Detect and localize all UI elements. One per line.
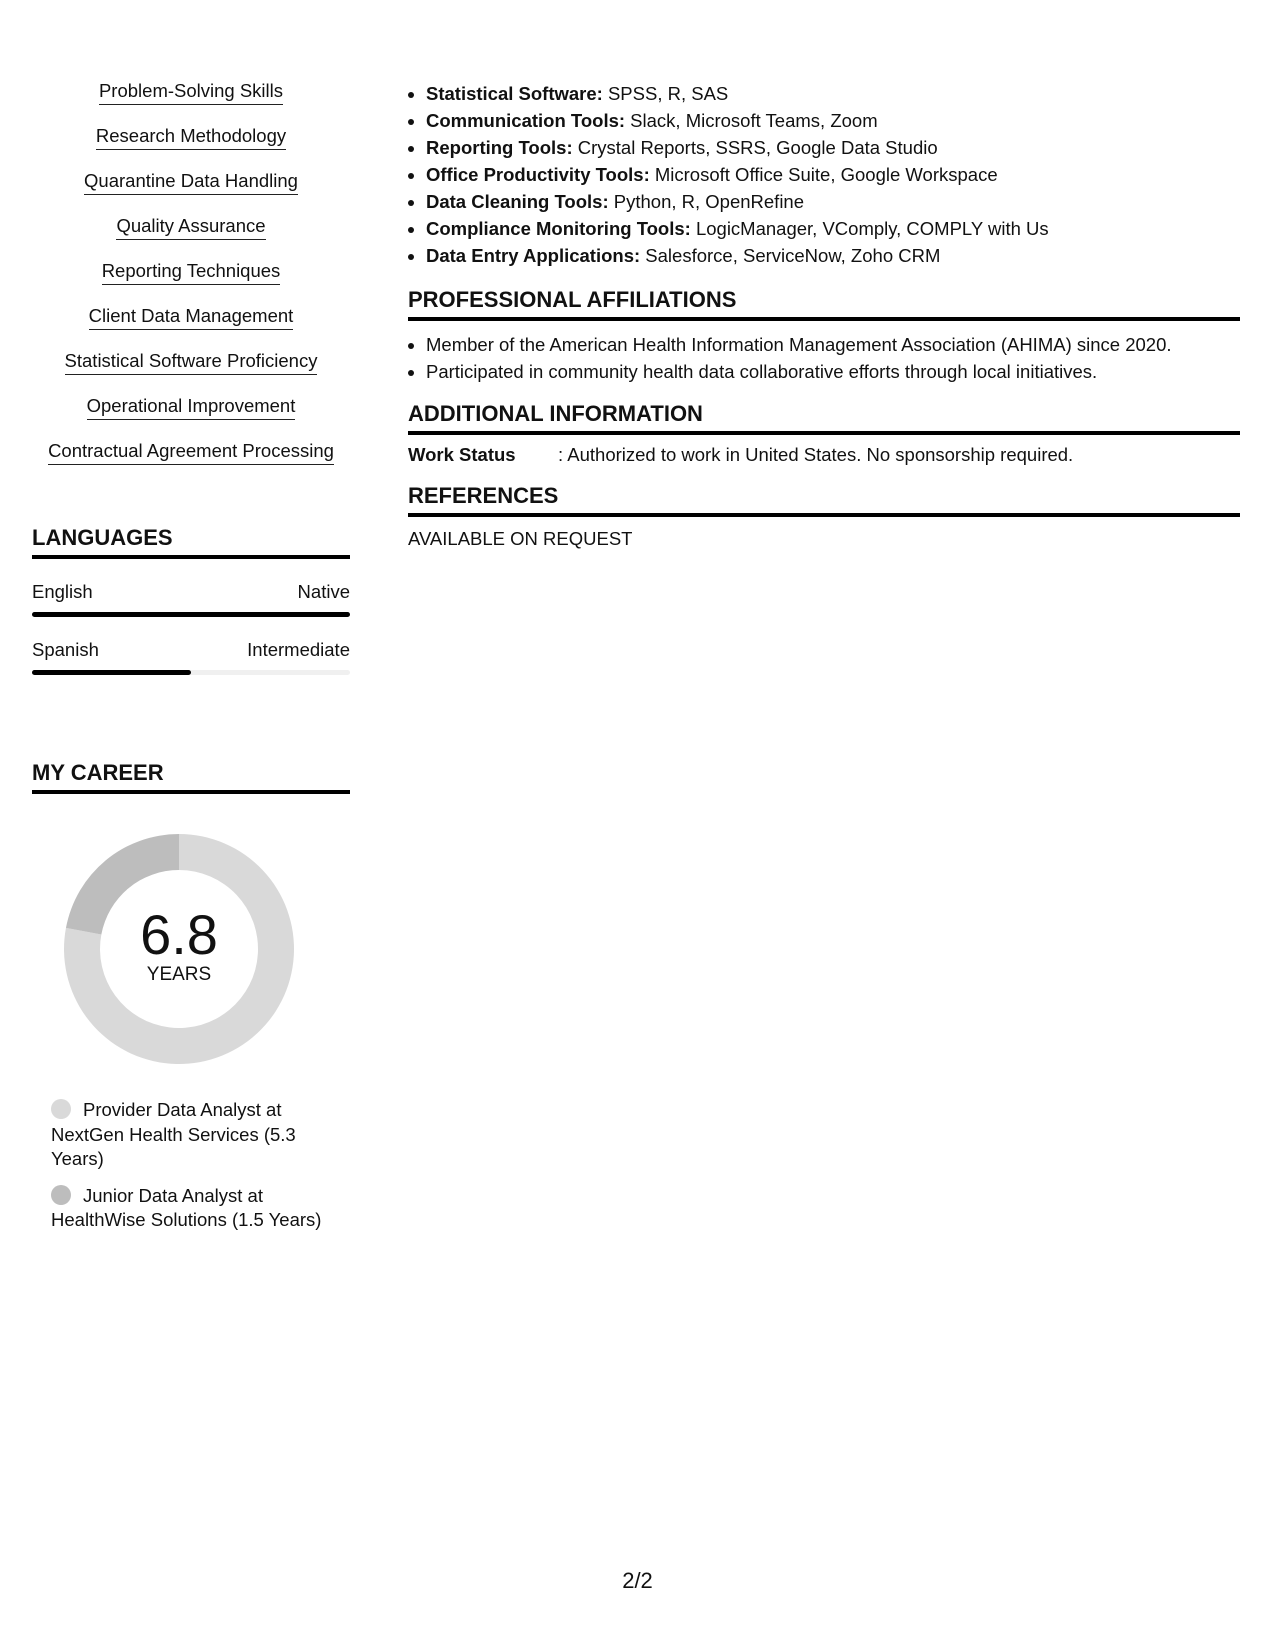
career-title: MY CAREER: [32, 760, 350, 794]
language-level-fill: [32, 612, 350, 617]
list-item: [426, 242, 1240, 269]
list-item: [32, 80, 350, 125]
skill-item: Quarantine Data Handling: [84, 170, 298, 195]
additional-info-title: ADDITIONAL INFORMATION: [408, 401, 1240, 435]
list-item: [32, 440, 350, 485]
tool-category: Communication Tools:: [426, 110, 626, 131]
list-item: [32, 305, 350, 350]
references-text: AVAILABLE ON REQUEST: [408, 528, 633, 549]
legend-label: Provider Data Analyst at NextGen Health Services (5.3 Years): [51, 1099, 296, 1169]
skill-item: Problem-Solving Skills: [99, 80, 283, 105]
skill-item: Reporting Techniques: [102, 260, 281, 285]
skill-item: Operational Improvement: [87, 395, 296, 420]
language-name: Spanish: [32, 639, 99, 660]
language-level-bar: [32, 612, 350, 617]
language-level-fill: [32, 670, 191, 675]
career-legend: [51, 1098, 341, 1233]
legend-swatch: [51, 1099, 71, 1119]
tool-values: SPSS, R, SAS: [602, 83, 729, 104]
language-row: [32, 639, 350, 675]
list-item: [426, 107, 1240, 134]
skill-item: Statistical Software Proficiency: [65, 350, 318, 375]
languages-section: [32, 525, 350, 675]
language-level: Native: [297, 581, 350, 602]
list-item: [426, 80, 1240, 107]
affiliations-title: PROFESSIONAL AFFILIATIONS: [408, 287, 1240, 321]
references-title: REFERENCES: [408, 483, 1240, 517]
tool-values: LogicManager, VComply, COMPLY with Us: [690, 218, 1049, 239]
language-level-bar: [32, 670, 350, 675]
tool-values: Salesforce, ServiceNow, Zoho CRM: [640, 245, 941, 266]
skill-item: Client Data Management: [89, 305, 294, 330]
work-status-value: : Authorized to work in United States. No sponsorship required.: [558, 444, 1074, 465]
list-item: • Participated in community health data collaborative efforts through local initiatives.: [426, 358, 1240, 385]
left-column: [32, 80, 350, 1245]
skill-item: Quality Assurance: [116, 215, 265, 240]
list-item: [32, 125, 350, 170]
tool-category: Compliance Monitoring Tools:: [426, 218, 691, 239]
languages-title: LANGUAGES: [32, 525, 350, 559]
list-item: [426, 215, 1240, 242]
skill-item: Research Methodology: [96, 125, 286, 150]
tool-category: Office Productivity Tools:: [426, 164, 650, 185]
career-total-value: 6.8: [140, 903, 218, 966]
page-number: 2/2: [622, 1568, 653, 1593]
tools-list: [408, 80, 1240, 269]
tool-category: Data Cleaning Tools:: [426, 191, 609, 212]
legend-item: [51, 1098, 341, 1172]
language-row: [32, 581, 350, 617]
language-name: English: [32, 581, 93, 602]
list-item: [426, 188, 1240, 215]
tool-values: Python, R, OpenRefine: [608, 191, 805, 212]
legend-swatch: [51, 1185, 71, 1205]
tool-category: Data Entry Applications:: [426, 245, 641, 266]
tool-values: Crystal Reports, SSRS, Google Data Studio: [572, 137, 938, 158]
work-status-label: Work Status: [408, 444, 516, 465]
career-section: [32, 760, 350, 1233]
tool-values: Slack, Microsoft Teams, Zoom: [625, 110, 878, 131]
list-item: [32, 395, 350, 440]
skills-list: [32, 80, 350, 485]
list-item: [426, 161, 1240, 188]
tool-values: Microsoft Office Suite, Google Workspace: [649, 164, 998, 185]
list-item: [32, 260, 350, 305]
tool-category: Reporting Tools:: [426, 137, 573, 158]
language-level: Intermediate: [247, 639, 350, 660]
list-item: [32, 170, 350, 215]
career-donut: [64, 834, 294, 1064]
legend-item: [51, 1184, 341, 1233]
right-column: [408, 80, 1240, 551]
legend-label: Junior Data Analyst at HealthWise Solutions (1.5 Years): [51, 1184, 322, 1230]
list-item: • Member of the American Health Information Management Association (AHIMA) since 2020.: [426, 331, 1240, 358]
career-total-unit: YEARS: [146, 964, 212, 985]
list-item: [426, 134, 1240, 161]
tool-category: Statistical Software:: [426, 83, 603, 104]
list-item: [32, 350, 350, 395]
work-status-row: [408, 443, 1240, 467]
affiliations-list: [408, 331, 1240, 385]
skill-item: Contractual Agreement Processing: [48, 440, 334, 465]
list-item: [32, 215, 350, 260]
